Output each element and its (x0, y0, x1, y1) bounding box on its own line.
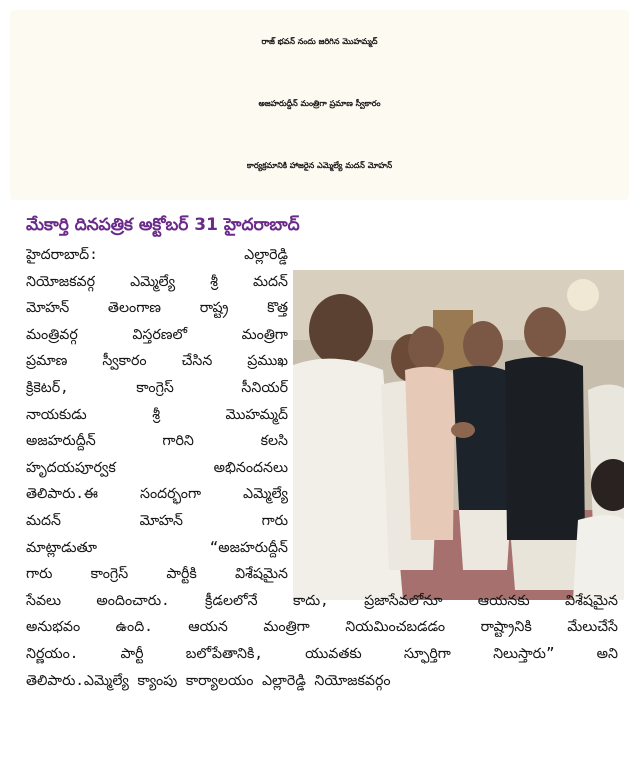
article-line: అజహరుద్దీన్ గారిని కలసి (26, 433, 288, 450)
headline-line-1: రాజ్ భవన్ నందు జరిగిన మొహమ్మద్ (261, 37, 378, 46)
event-photo (293, 270, 624, 600)
article-line: సేవలు అందించారు. క్రీడలలోనే కాదు, ప్రజాసేవలోనూ ఆయనకు విశేషమైన (26, 592, 618, 609)
article-line: మోహన్ తెలంగాణ రాష్ట్ర కొత్త (26, 300, 288, 317)
photo-illustration (293, 270, 624, 600)
dateline: మేకార్తి దినపత్రిక అక్టోబర్ 31 హైదరాబాద్ (26, 215, 300, 235)
article-line: హృదయపూర్వక అభినందనలు (26, 459, 288, 476)
article-line: మాట్లాడుతూ “అజహరుద్దీన్ (26, 539, 288, 556)
article-line: హైదరాబాద్: ఎల్లారెడ్డి (26, 247, 288, 263)
article-line: నాయకుడు శ్రీ మొహమ్మద్ (26, 406, 288, 423)
headline-line-3: కార్యక్రమానికి హాజరైన ఎమ్మెల్యే మదన్ మోహన్ (246, 161, 393, 170)
headline-box (10, 10, 629, 200)
article-line: మదన్ మోహన్ గారు (26, 513, 288, 529)
article-line: అనుభవం ఉంది. ఆయన మంత్రిగా నియమించబడడం రాష్ట్రానికి మేలుచేసే (26, 619, 618, 636)
article-line: గారు కాంగ్రెస్ పార్టీకి విశేషమైన (26, 566, 288, 583)
article-line: తెలిపారు.ఈ సందర్భంగా ఎమ్మెల్యే (26, 486, 288, 503)
article-line: ప్రమాణ స్వీకారం చేసిన ప్రముఖ (26, 353, 288, 370)
article-line: నియోజకవర్గ ఎమ్మెల్యే శ్రీ మదన్ (26, 273, 288, 290)
headline-line-2: అజహరుద్దీన్ మంత్రిగా ప్రమాణ స్వీకారం (258, 99, 381, 108)
article-line: నిర్ణయం. పార్టీ బలోపేతానికి, యువతకు స్ఫూర్తిగా నిలుస్తారు” అని (26, 646, 618, 662)
article-line: మంత్రివర్గ విస్తరణలో మంత్రిగా (26, 326, 288, 343)
article-line: తెలిపారు.ఎమ్మెల్యే క్యాంపు కార్యాలయం ఎల్లారెడ్డి నియోజకవర్గం (26, 672, 391, 689)
article-line: క్రికెటర్, కాంగ్రెస్ సీనియర్ (26, 380, 288, 396)
